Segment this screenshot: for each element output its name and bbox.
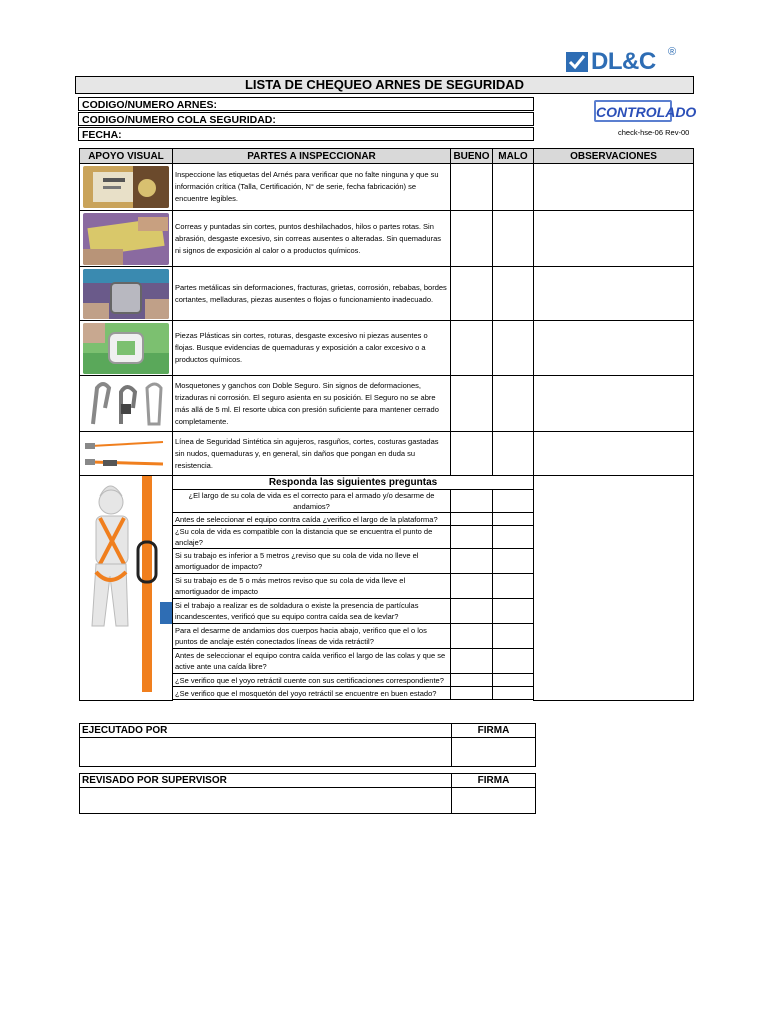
- malo-cell[interactable]: [493, 624, 534, 649]
- questions-observaciones-cell[interactable]: [534, 476, 694, 701]
- field-codigo-arnes[interactable]: [78, 97, 534, 111]
- executed-by-table: [79, 723, 536, 767]
- visual-cell: [80, 476, 173, 701]
- malo-cell[interactable]: [493, 549, 534, 574]
- observaciones-cell[interactable]: [534, 211, 694, 267]
- reviewed-by-label: REVISADO POR SUPERVISOR: [80, 774, 452, 788]
- malo-cell[interactable]: [493, 513, 534, 526]
- plastic-buckle-photo: [83, 323, 169, 374]
- malo-cell[interactable]: [493, 490, 534, 513]
- dlc-logo-icon: [566, 52, 588, 72]
- question-text: Si su trabajo es inferior a 5 metros ¿reviso que su cola de vida no lleve el amortiguador de impacto?: [173, 549, 451, 574]
- sig-header-row: [80, 774, 536, 788]
- question-text: Si el trabajo a realizar es de soldadura o existe la presencia de partículas incandescentes, verificó que su equipo contra caída sea de kevlar?: [173, 599, 451, 624]
- questions-title: Responda las siguientes preguntas: [173, 476, 534, 490]
- executed-by-label: EJECUTADO POR: [80, 724, 452, 738]
- sig-header-row: [80, 724, 536, 738]
- bueno-cell[interactable]: [451, 432, 493, 476]
- question-text: ¿Su cola de vida es compatible con la distancia que se encuentra el punto de anclaje?: [173, 526, 451, 549]
- reviewed-by-field[interactable]: [80, 788, 452, 814]
- label-photo: [83, 166, 169, 208]
- lanyard-photo: [83, 434, 169, 474]
- field-label: CODIGO/NUMERO COLA SEGURIDAD:: [82, 114, 276, 126]
- inspection-text: Correas y puntadas sin cortes, puntos deshilachados, hilos o partes rotas. Sin abrasión, desgaste excesivo, sin correas ausentes o alteradas. Sin quemaduras ni signos de exposición al calor o a productos químicos.: [173, 211, 451, 267]
- col-apoyo-visual: APOYO VISUAL: [80, 149, 173, 164]
- inspection-text: Inspeccione las etiquetas del Arnés para verificar que no falte ninguna y que su información crítica (Talla, Certificación, N° de serie, fecha fabricación) se encuentre legibles.: [173, 164, 451, 211]
- observaciones-cell[interactable]: [534, 432, 694, 476]
- inspection-text: Partes metálicas sin deformaciones, fracturas, grietas, corrosión, rebabas, bordes cortantes, melladuras, piezas ausentes o flojas o funcionamiento inadecuado.: [173, 267, 451, 321]
- visual-cell: [80, 432, 173, 476]
- page-title: LISTA DE CHEQUEO ARNES DE SEGURIDAD: [75, 76, 694, 94]
- executed-by-signature[interactable]: [452, 738, 536, 767]
- malo-cell[interactable]: [493, 432, 534, 476]
- table-row: [80, 267, 694, 321]
- bueno-cell[interactable]: [451, 526, 493, 549]
- bueno-cell[interactable]: [451, 687, 493, 700]
- brand-registered: ®: [668, 46, 677, 58]
- question-text: ¿Se verifico que el yoyo retráctil cuente con sus certificaciones correspondiente?: [173, 674, 451, 687]
- malo-cell[interactable]: [493, 321, 534, 376]
- question-text: Si su trabajo es de 5 o más metros reviso que su cola de vida lleve el amortiguador de impacto: [173, 574, 451, 599]
- controlled-stamp: CONTROLADO: [594, 100, 672, 122]
- table-row: [80, 432, 694, 476]
- bueno-cell[interactable]: [451, 267, 493, 321]
- field-codigo-cola[interactable]: [78, 112, 534, 126]
- observaciones-cell[interactable]: [534, 164, 694, 211]
- field-fecha[interactable]: [78, 127, 534, 141]
- inspection-text: Línea de Seguridad Sintética sin agujeros, rasguños, cortes, costuras gastadas sin nudos, quemaduras y, en general, sin daños que pongan en duda su resistencia.: [173, 432, 451, 476]
- malo-cell[interactable]: [493, 687, 534, 700]
- field-label: FECHA:: [82, 129, 122, 141]
- metal-buckle-photo: [83, 269, 169, 319]
- bueno-cell[interactable]: [451, 649, 493, 674]
- question-text: ¿El largo de su cola de vida es el correcto para el armado y/o desarme de andamios?: [173, 490, 451, 513]
- malo-cell[interactable]: [493, 674, 534, 687]
- observaciones-cell[interactable]: [534, 321, 694, 376]
- document-code: check-hse-06 Rev-00: [618, 128, 690, 137]
- malo-cell[interactable]: [493, 574, 534, 599]
- bueno-cell[interactable]: [451, 549, 493, 574]
- question-text: Antes de seleccionar el equipo contra caída ¿verifico el largo de la plataforma?: [173, 513, 451, 526]
- table-row: [80, 321, 694, 376]
- table-header-row: [80, 149, 694, 164]
- dlc-logo: [566, 46, 686, 75]
- bueno-cell[interactable]: [451, 490, 493, 513]
- field-label: CODIGO/NUMERO ARNES:: [82, 99, 217, 111]
- harness-figure: [82, 476, 172, 692]
- reviewed-by-table: [79, 773, 536, 814]
- observaciones-cell[interactable]: [534, 267, 694, 321]
- reviewed-by-signature[interactable]: [452, 788, 536, 814]
- visual-cell: [80, 376, 173, 432]
- visual-cell: [80, 267, 173, 321]
- malo-cell[interactable]: [493, 526, 534, 549]
- col-bueno: BUENO: [451, 149, 493, 164]
- malo-cell[interactable]: [493, 376, 534, 432]
- questions-title-row: [80, 476, 694, 490]
- brand-name: DL&C: [591, 48, 656, 75]
- bueno-cell[interactable]: [451, 674, 493, 687]
- inspection-text: Mosquetones y ganchos con Doble Seguro. Sin signos de deformaciones, trizaduras ni corrosión. El seguro asienta en su posición. El Seguro no se abre más allá de 5 ml. El resorte ubica con presión suficiente para mantener cerrado completamente.: [173, 376, 451, 432]
- bueno-cell[interactable]: [451, 513, 493, 526]
- observaciones-cell[interactable]: [534, 376, 694, 432]
- executed-by-field[interactable]: [80, 738, 452, 767]
- bueno-cell[interactable]: [451, 321, 493, 376]
- strap-photo: [83, 213, 169, 265]
- sig-input-row: [80, 788, 536, 814]
- col-partes: PARTES A INSPECCIONAR: [173, 149, 451, 164]
- bueno-cell[interactable]: [451, 376, 493, 432]
- spacer-cell: [173, 700, 534, 701]
- visual-cell: [80, 321, 173, 376]
- inspection-text: Piezas Plásticas sin cortes, roturas, desgaste excesivo ni piezas ausentes o flojas. Busque evidencias de quemaduras y exposición a calor excesivo o a productos químicos.: [173, 321, 451, 376]
- question-text: Antes de seleccionar el equipo contra caída verifico el largo de las colas y que se active ante una caída libre?: [173, 649, 451, 674]
- reviewed-by-sign-label: FIRMA: [452, 774, 536, 788]
- table-row: [80, 164, 694, 211]
- bueno-cell[interactable]: [451, 624, 493, 649]
- bueno-cell[interactable]: [451, 599, 493, 624]
- snap-hooks-photo: [83, 378, 169, 430]
- bueno-cell[interactable]: [451, 211, 493, 267]
- col-observaciones: OBSERVACIONES: [534, 149, 694, 164]
- inspection-table: [79, 148, 694, 701]
- table-row: [80, 376, 694, 432]
- bueno-cell[interactable]: [451, 164, 493, 211]
- sig-input-row: [80, 738, 536, 767]
- table-row: [80, 211, 694, 267]
- malo-cell[interactable]: [493, 211, 534, 267]
- executed-by-sign-label: FIRMA: [452, 724, 536, 738]
- visual-cell: [80, 211, 173, 267]
- question-text: Para el desarme de andamios dos cuerpos hacia abajo, verifico que el o los puntos de anclaje estén conectados líneas de vida retráctil?: [173, 624, 451, 649]
- malo-cell[interactable]: [493, 164, 534, 211]
- question-text: ¿Se verifico que el mosquetón del yoyo retráctil se encuentre en buen estado?: [173, 687, 451, 700]
- malo-cell[interactable]: [493, 649, 534, 674]
- malo-cell[interactable]: [493, 599, 534, 624]
- col-malo: MALO: [493, 149, 534, 164]
- bueno-cell[interactable]: [451, 574, 493, 599]
- visual-cell: [80, 164, 173, 211]
- malo-cell[interactable]: [493, 267, 534, 321]
